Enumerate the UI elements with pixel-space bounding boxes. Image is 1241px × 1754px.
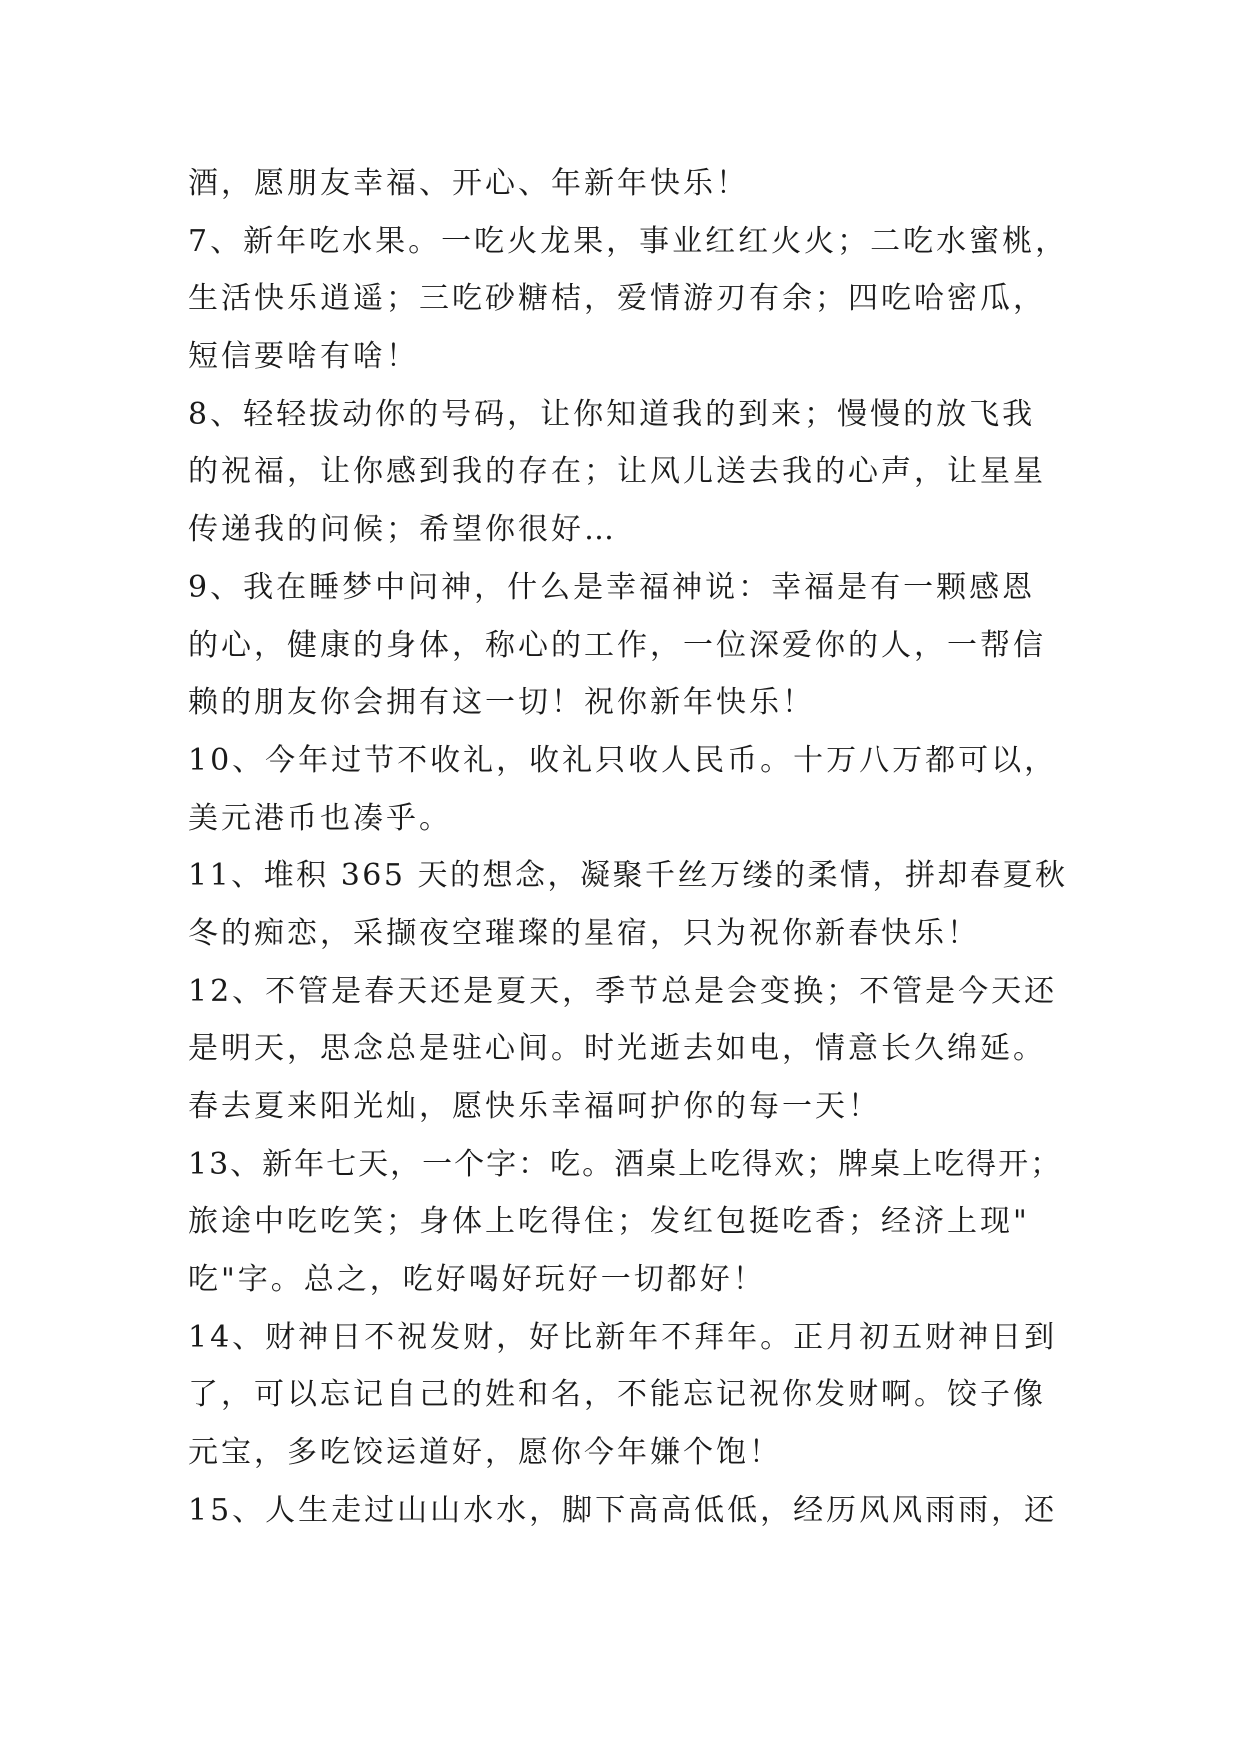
text-line: 14、财神日不祝发财，好比新年不拜年。正月初五财神日到 [188, 1319, 1058, 1355]
text-line: 旅途中吃吃笑；身体上吃得住；发红包挺吃香；经济上现" [188, 1204, 1030, 1240]
text-line: 的心，健康的身体，称心的工作，一位深爱你的人，一帮信 [188, 627, 1046, 663]
text-line: 冬的痴恋，采撷夜空璀璨的星宿，只为祝你新春快乐！ [188, 915, 980, 951]
text-line: 春去夏来阳光灿，愿快乐幸福呵护你的每一天！ [188, 1089, 881, 1124]
text-line: 是明天，思念总是驻心间。时光逝去如电，情意长久绵延。 [188, 1031, 1046, 1067]
text-line: 美元港币也凑乎。 [188, 800, 452, 836]
text-line: 短信要啥有啥！ [188, 339, 419, 375]
text-line: 生活快乐逍遥；三吃砂糖桔，爱情游刃有余；四吃哈密瓜， [188, 281, 1046, 317]
text-line: 赖的朋友你会拥有这一切！祝你新年快乐！ [188, 685, 815, 721]
text-line: 的祝福，让你感到我的存在；让风儿送去我的心声，让星星 [188, 454, 1046, 490]
text-line: 酒，愿朋友幸福、开心、年新年快乐！ [188, 166, 749, 201]
text-line: 13、新年七天，一个字：吃。酒桌上吃得欢；牌桌上吃得开； [188, 1146, 1063, 1182]
document-body [188, 155, 1068, 1540]
text-line: 9、我在睡梦中问神，什么是幸福神说：幸福是有一颗感恩 [188, 569, 1036, 605]
text-line: 吃"字。总之，吃好喝好玩好一切都好！ [188, 1262, 766, 1298]
text-line: 15、人生走过山山水水，脚下高高低低，经历风风雨雨，还 [188, 1492, 1058, 1528]
text-line: 传递我的问候；希望你很好… [188, 512, 617, 548]
text-line: 元宝，多吃饺运道好，愿你今年嫌个饱！ [188, 1435, 782, 1471]
text-line: 了，可以忘记自己的姓和名，不能忘记祝你发财啊。饺子像 [188, 1377, 1046, 1413]
text-line: 10、今年过节不收礼，收礼只收人民币。十万八万都可以， [188, 742, 1058, 778]
text-line: 7、新年吃水果。一吃火龙果，事业红红火火；二吃水蜜桃， [188, 223, 1069, 259]
text-line: 11、堆积 365 天的想念，凝聚千丝万缕的柔情，拼却春夏秋 [188, 858, 1068, 894]
text-line: 12、不管是春天还是夏天，季节总是会变换；不管是今天还 [188, 973, 1058, 1009]
text-line: 8、轻轻拔动你的号码，让你知道我的到来；慢慢的放飞我 [188, 396, 1036, 432]
